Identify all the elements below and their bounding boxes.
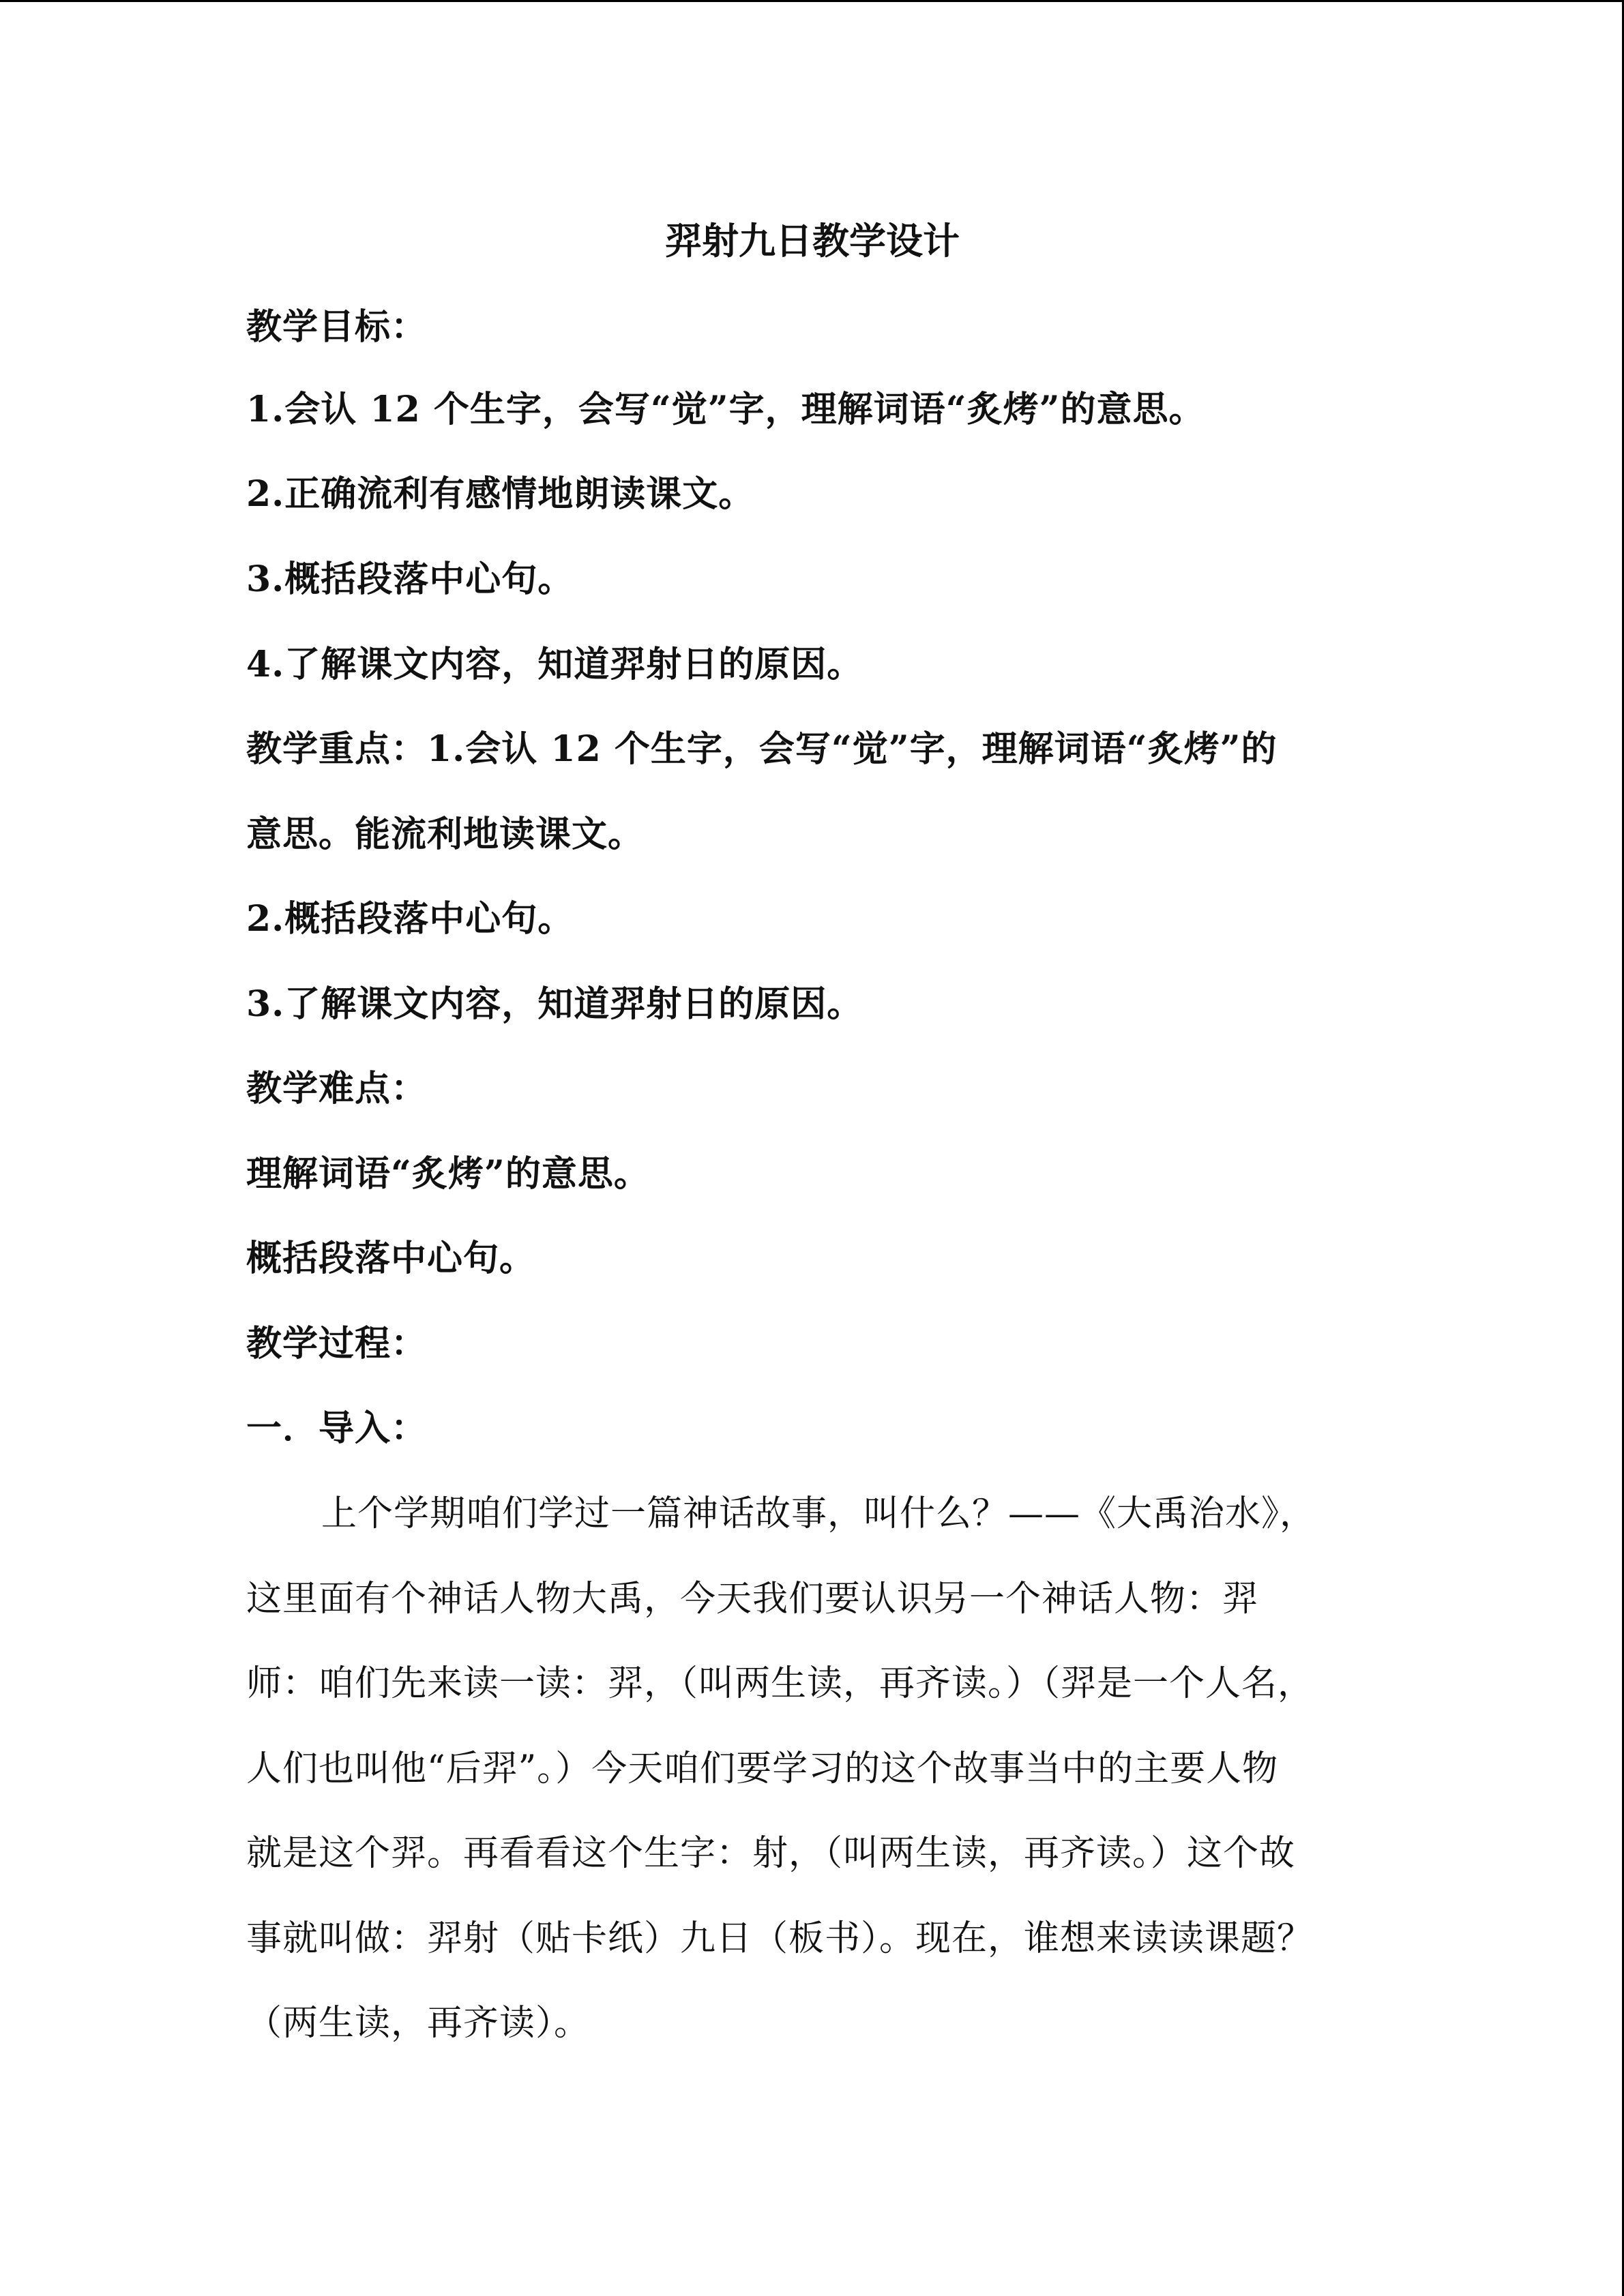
objective-item-3: 3.概括段落中心句。 — [246, 558, 574, 600]
section-1-heading: 一．导入： — [246, 1407, 428, 1449]
paragraph-line-1: 上个学期咱们学过一篇神话故事，叫什么？——《大禹治水》， — [321, 1493, 1316, 1534]
key-points-line-3: 2.概括段落中心句。 — [246, 898, 574, 940]
difficulties-heading: 教学难点： — [246, 1068, 428, 1109]
objective-item-2: 2.正确流利有感情地朗读课文。 — [246, 473, 755, 515]
paragraph-line-2: 这里面有个神话人物大禹，今天我们要认识另一个神话人物：羿 — [246, 1579, 1259, 1620]
paragraph-line-6: 事就叫做：羿射（贴卡纸）九日（板书）。现在，谁想来读读课题？ — [246, 1918, 1314, 1959]
objective-item-4: 4.了解课文内容，知道羿射日的原因。 — [246, 644, 863, 685]
difficulty-item-1: 理解词语“炙烤”的意思。 — [246, 1153, 650, 1195]
key-points-line-2: 意思。能流利地读课文。 — [246, 814, 645, 855]
objectives-heading: 教学目标： — [246, 306, 428, 348]
paragraph-line-4: 人们也叫他“后羿”。）今天咱们要学习的这个故事当中的主要人物 — [246, 1748, 1279, 1789]
paragraph-line-3: 师：咱们先来读一读：羿，（叫两生读，再齐读。）（羿是一个人名， — [246, 1663, 1314, 1704]
paragraph-line-7: （两生读，再齐读）。 — [246, 2003, 591, 2044]
objective-item-1: 1.会认 12 个生字，会写“觉”字，理解词语“炙烤”的意思。 — [246, 389, 1205, 430]
process-heading: 教学过程： — [246, 1323, 428, 1365]
key-points-line-4: 3.了解课文内容，知道羿射日的原因。 — [246, 983, 863, 1025]
page-title: 羿射九日教学设计 — [665, 219, 960, 263]
key-points-line-1: 教学重点：1.会认 12 个生字，会写“觉”字，理解词语“炙烤”的 — [246, 728, 1278, 770]
paragraph-line-5: 就是这个羿。再看看这个生字：射，（叫两生读，再齐读。）这个故 — [246, 1833, 1296, 1874]
difficulty-item-2: 概括段落中心句。 — [246, 1238, 536, 1279]
